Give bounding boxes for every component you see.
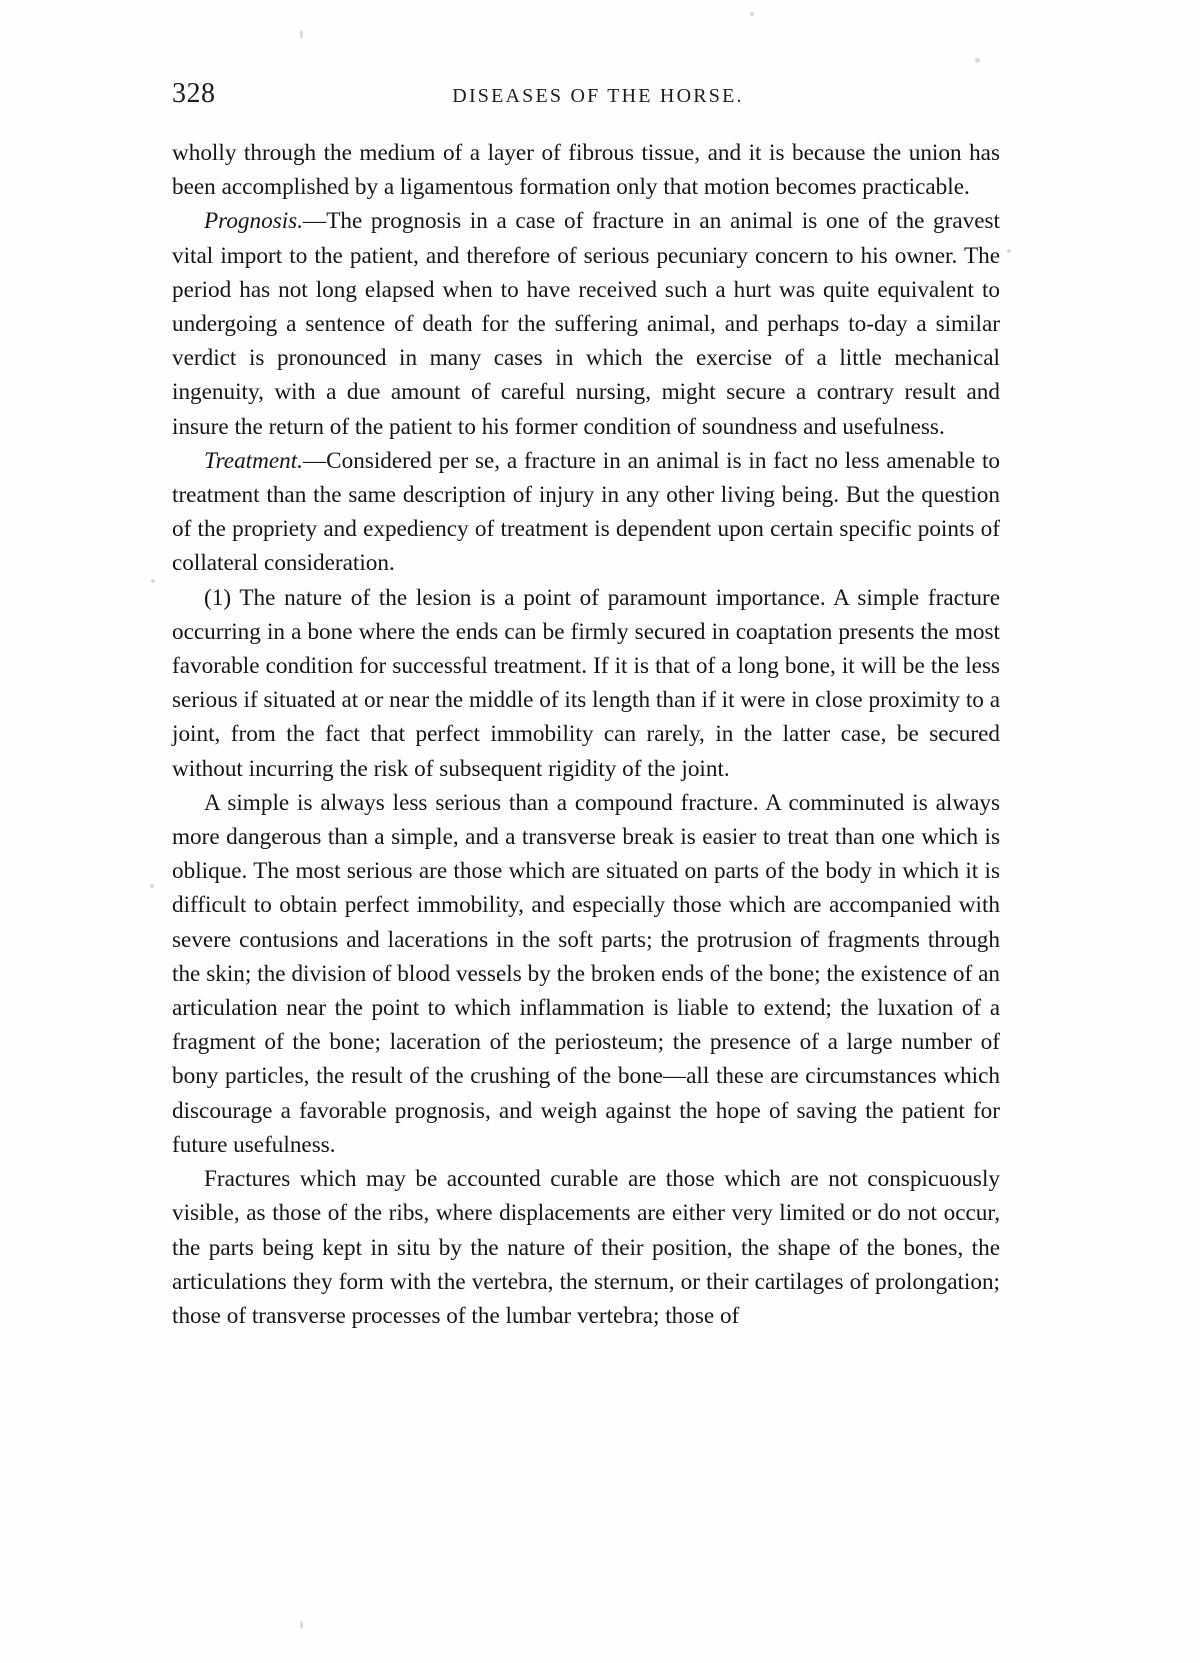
paragraph-simple-compound — [172, 786, 1000, 1162]
body-text — [172, 136, 1000, 1333]
paragraph-text: (1) The nature of the lesion is a point of paramount importance. A simple fracture occurring in a bone where the ends can be firmly secured in coaptation presents the most favorable condition for successful treatment. If it is that of a long bone, it will be the less serious if situated at or near the middle of its length than if it were in close proximity to a joint, from the fact that perfect immobility can rarely, in the latter case, be secured without incurring the risk of subsequent rigidity of the joint. — [172, 584, 1000, 782]
running-head: DISEASES OF THE HORSE. — [452, 85, 744, 107]
paragraph-lead-italic: Treatment. — [204, 447, 303, 474]
paragraph-text: A simple is always less serious than a compound fracture. A comminuted is always more dangerous than a simple, and a transverse break is easier to treat than one which is oblique. The most serious are those which are situated on parts of the body in which it is difficult to obtain perfect immobility, and especially those which are accompanied with severe contusions and lacerations in the soft parts; the protrusion of fragments through the skin; the division of blood vessels by the broken ends of the bone; the existence of an articulation near the point to which inflammation is liable to extend; the luxation of a fragment of the bone; laceration of the periosteum; the presence of a large number of bony particles, the result of the crushing of the bone—all these are circumstances which discourage a favorable prognosis, and weigh against the hope of saving the patient for future usefulness. — [172, 789, 1000, 1158]
paragraph-point-1 — [172, 581, 1000, 786]
paragraph-continuation — [172, 136, 1000, 204]
paragraph-treatment — [172, 444, 1000, 581]
paragraph-prognosis — [172, 204, 1000, 443]
scan-speck — [151, 579, 155, 583]
scan-speck — [300, 30, 303, 39]
paragraph-text: —Considered per se, a fracture in an animal is in fact no less amenable to treatment than the same description of injury in any other living being. But the question of the propriety and expediency of treatment is dependent upon certain specific points of collateral consideration. — [172, 447, 1000, 577]
paragraph-text: wholly through the medium of a layer of fibrous tissue, and it is because the union has been accomplished by a ligamentous formation only that motion becomes practicable. — [172, 140, 1000, 201]
paragraph-lead-italic: Prognosis. — [204, 208, 303, 235]
scan-speck — [300, 1621, 303, 1629]
paragraph-text: —The prognosis in a case of fracture in an animal is one of the gravest vital import to the patient, and therefore of serious pecuniary concern to his owner. The period has not long elapsed when to have received such a hurt was quite equivalent to undergoing a sentence of death for the suffering animal, and perhaps to-day a similar verdict is pronounced in many cases in which the exercise of a little mechanical ingenuity, with a due amount of careful nursing, might secure a contrary result and insure the return of the patient to his former condition of soundness and usefulness. — [172, 208, 1000, 440]
page-content — [172, 78, 1000, 1333]
scan-speck — [750, 12, 754, 16]
scan-speck — [1007, 249, 1011, 253]
scan-speck — [975, 58, 980, 63]
paragraph-curable — [172, 1162, 1000, 1333]
paragraph-text: Fractures which may be accounted curable are those which are not conspicuously visible, as those of the ribs, where displacements are either very limited or do not occur, the parts being kept in situ by the nature of their position, the shape of the bones, the articulations they form with the vertebra, the sternum, or their cartilages of prolongation; those of transverse processes of the lumbar vertebra; those of — [172, 1166, 1000, 1329]
scan-speck — [150, 884, 154, 888]
page-header — [172, 78, 1000, 118]
page-number: 328 — [172, 78, 216, 109]
